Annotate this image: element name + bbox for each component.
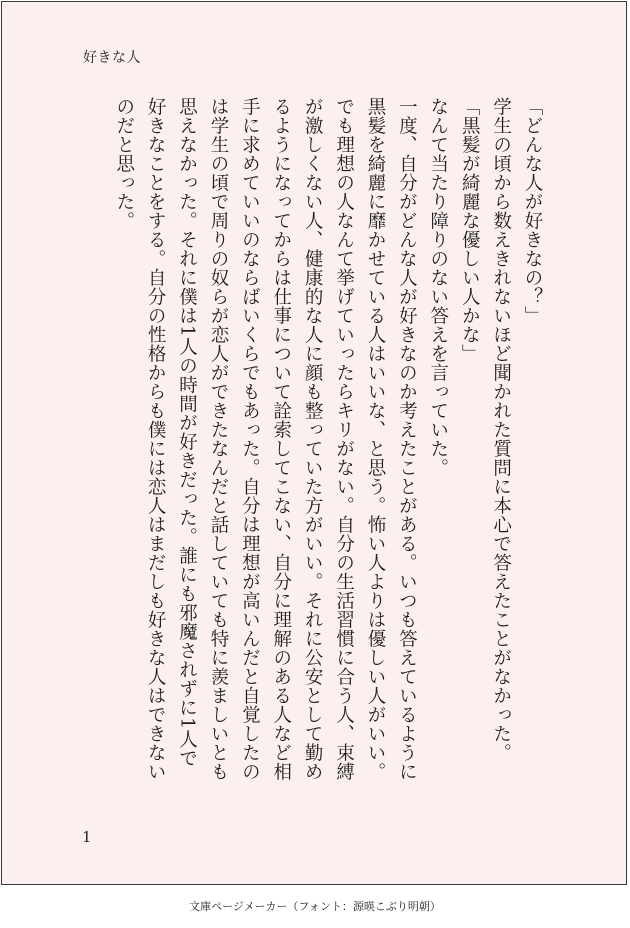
- text-line: 「どんな人が好きなの？」: [522, 97, 543, 325]
- text-line: なんて当たり障りのない答えを言っていた。: [427, 97, 449, 477]
- text-line: 学生の頃から数えきれないほど聞かれた質問に本心で答えたことがなかった。: [490, 97, 512, 762]
- text-line: 手に求めていいのならばいくらでもあった。自分は理想が高いんだと自覚したの: [239, 97, 261, 781]
- footer-credit: 文庫ページメーカー（フォント：源暎こぶり明朝）: [189, 900, 441, 913]
- vertical-body-text: [108, 97, 548, 781]
- text-line: るようになってからは仕事について詮索してこない、自分に理解のある人など相: [270, 97, 292, 781]
- text-line: 「黒髪が綺麗な優しい人かな」: [459, 97, 481, 363]
- text-line: のだと思った。: [113, 97, 135, 230]
- text-line: 黒髪を綺麗に靡かせている人はいいな、と思う。怖い人よりは優しい人がいい。: [364, 97, 386, 781]
- page-number: 1: [82, 828, 92, 846]
- text-line: 一度、自分がどんな人が好きなのか考えたことがある。いつも答えているように: [396, 97, 418, 781]
- running-head: 好きな人: [83, 50, 141, 66]
- text-line: 好きなことをする。自分の性格からも僕には恋人はまだしも好きな人はできない: [145, 97, 167, 781]
- text-line: でも理想の人なんて挙げていったらキリがない。自分の生活習慣に合う人、束縛: [333, 97, 355, 781]
- text-line: 思えなかった。それに僕は1人の時間が好きだった。誰にも邪魔されずに1人で: [176, 97, 198, 768]
- text-line: が激しくない人、健康的な人に顔も整っていた方がいい。それに公安として勤め: [302, 97, 324, 781]
- text-line: は学生の頃で周りの奴らが恋人ができたなんだと話していても特に羨ましいとも: [207, 97, 229, 781]
- manuscript-page: [1, 1, 627, 885]
